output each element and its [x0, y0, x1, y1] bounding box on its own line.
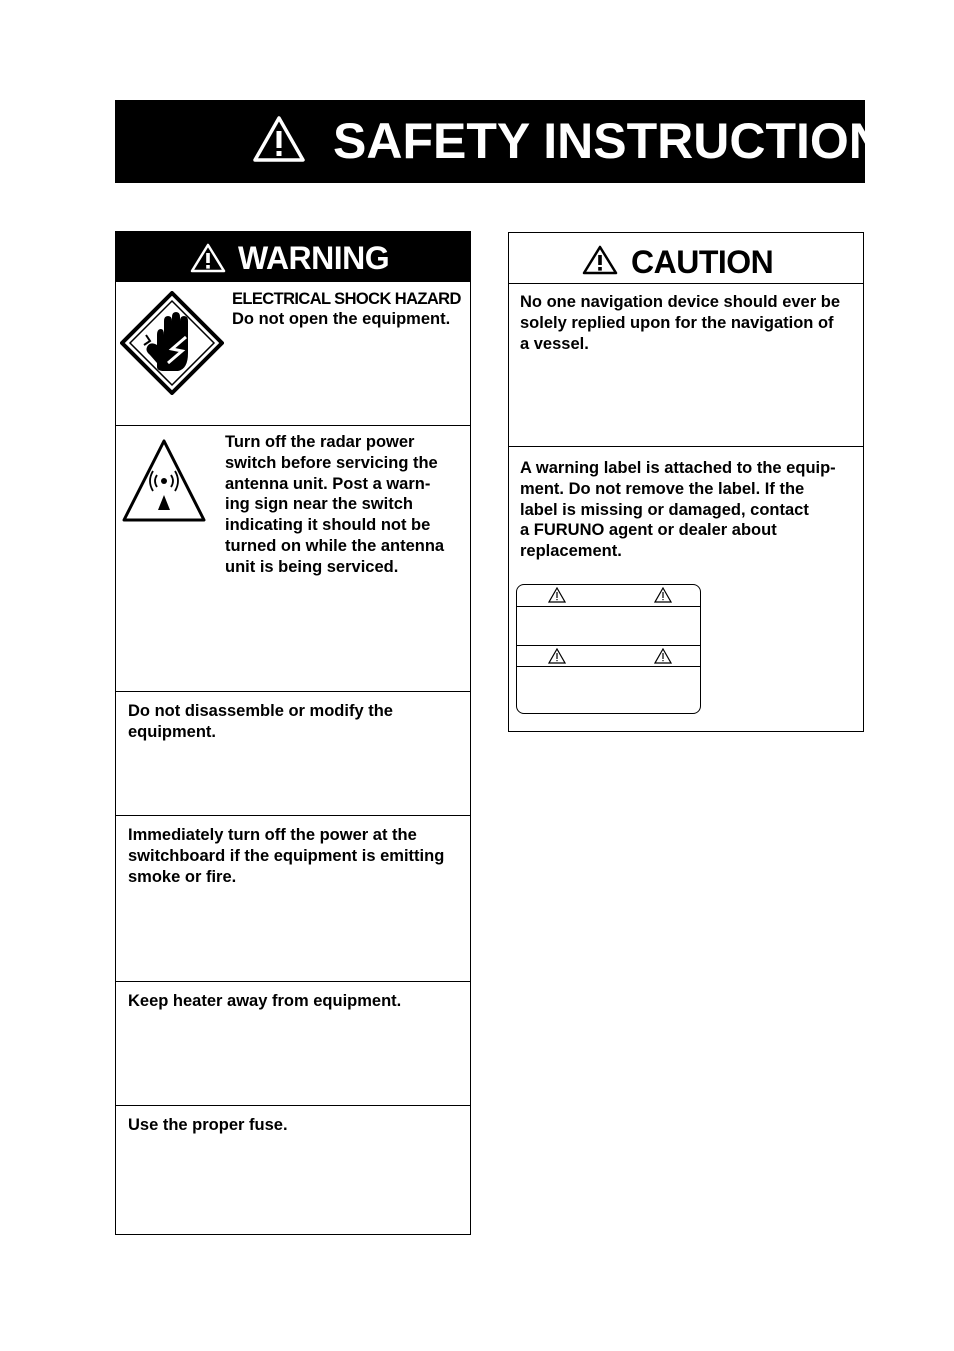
warning-section-smoke: [116, 815, 470, 982]
label-line: a FURUNO agent or dealer about: [520, 521, 777, 540]
warning-section-disassemble: [116, 691, 470, 815]
warning-label-illustration: [516, 584, 701, 714]
radar-power-line: indicating it should not be: [225, 516, 431, 535]
shock-hazard-text: Do not open the equipment.: [232, 309, 451, 328]
warning-section-heater: [116, 981, 470, 1106]
label-divider: [517, 666, 700, 667]
warning-section-fuse: [116, 1105, 470, 1234]
radar-power-line: switch before servicing the: [225, 453, 438, 472]
warning-triangle-icon: [548, 648, 566, 664]
warning-triangle-icon: [190, 243, 226, 273]
radar-power-line: antenna unit. Post a warn-: [225, 474, 431, 493]
heater-line: Keep heater away from equipment.: [128, 992, 402, 1010]
navigation-line: solely replied upon for the navigation of: [520, 313, 834, 332]
label-divider: [517, 645, 700, 646]
page-title: SAFETY INSTRUCTIONS: [333, 113, 919, 169]
label-line: A warning label is attached to the equip-: [520, 459, 836, 477]
disassemble-line: Do not disassemble or modify the: [128, 702, 393, 720]
disassemble-line: equipment.: [128, 722, 217, 741]
label-line: label is missing or damaged, contact: [520, 500, 809, 519]
safety-banner: [115, 100, 919, 183]
caution-triangle-icon: [582, 245, 618, 275]
radar-power-line: ing sign near the switch: [225, 495, 413, 514]
warning-triangle-icon: [548, 587, 566, 603]
warning-header: [116, 232, 470, 281]
label-divider: [517, 606, 700, 607]
radar-power-line: Turn off the radar power: [225, 433, 415, 451]
warning-triangle-icon: [654, 648, 672, 664]
warning-panel: [115, 231, 471, 1235]
caution-heading: CAUTION: [631, 244, 774, 280]
warning-triangle-icon: [252, 114, 306, 164]
radar-power-line: turned on while the antenna: [225, 536, 445, 555]
navigation-line: No one navigation device should ever be: [520, 293, 840, 311]
smoke-line: switchboard if the equipment is emitting: [128, 846, 445, 865]
caution-section-navigation: [509, 283, 864, 446]
radiation-hazard-icon: [121, 437, 207, 523]
label-line: replacement.: [520, 542, 622, 561]
warning-triangle-icon: [654, 587, 672, 603]
label-line: ment. Do not remove the label. If the: [520, 479, 805, 498]
radar-power-line: unit is being serviced.: [225, 557, 399, 576]
warning-heading: WARNING: [238, 240, 390, 276]
electrical-shock-hand-icon: [120, 291, 224, 395]
navigation-line: a vessel.: [520, 334, 589, 353]
shock-hazard-title: ELECTRICAL SHOCK HAZARD: [232, 290, 461, 308]
warning-section-radar-power: [116, 425, 470, 691]
fuse-line: Use the proper fuse.: [128, 1116, 288, 1134]
warning-section-shock: [116, 281, 470, 425]
smoke-line: Immediately turn off the power at the: [128, 826, 417, 844]
smoke-line: smoke or fire.: [128, 867, 237, 886]
